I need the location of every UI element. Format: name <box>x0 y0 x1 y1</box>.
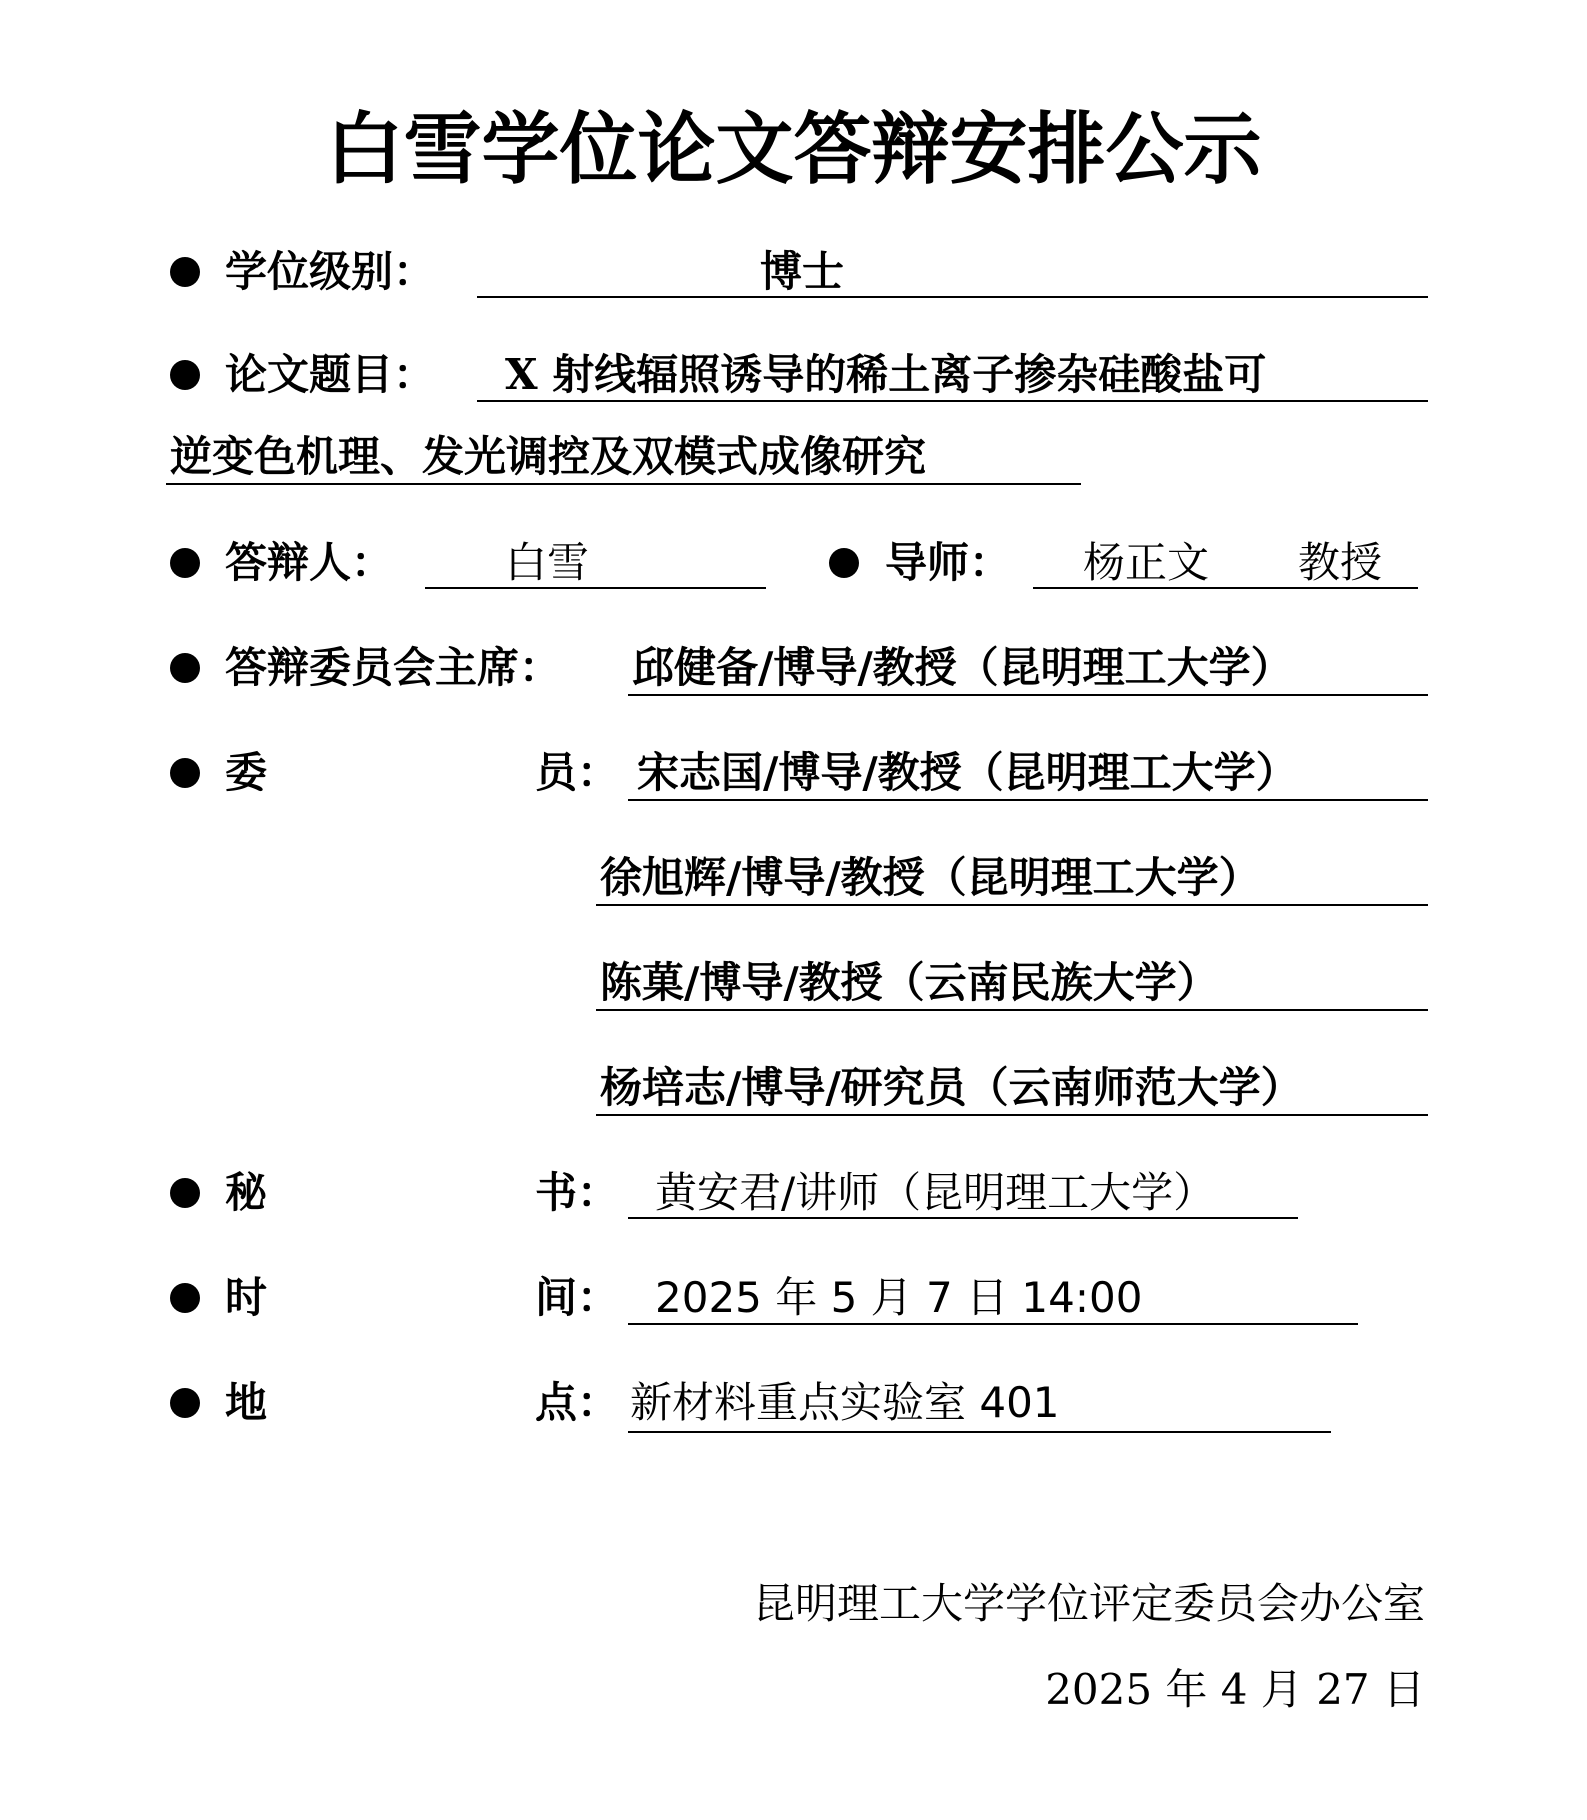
member-item: 陈菓/博导/教授（云南民族大学） <box>600 958 1219 1007</box>
bullet-icon <box>170 548 200 578</box>
chair-underline <box>628 694 1428 696</box>
advisor-name: 杨正文 <box>1083 538 1210 587</box>
member-item: 宋志国/博导/教授（昆明理工大学） <box>637 748 1298 797</box>
degree-level-value: 博士 <box>760 247 845 296</box>
chair-value: 邱健备/博导/教授（昆明理工大学） <box>632 643 1293 692</box>
thesis-title-line2: 逆变色机理、发光调控及双模式成像研究 <box>170 432 927 481</box>
page-title: 白雪学位论文答辩安排公示 <box>325 105 1262 195</box>
member-underline <box>596 904 1428 906</box>
member-item: 杨培志/博导/研究员（云南师范大学） <box>600 1063 1303 1112</box>
secretary-value: 黄安君/讲师（昆明理工大学） <box>655 1168 1216 1217</box>
secretary-label-b: 书： <box>535 1168 620 1217</box>
member-underline <box>596 1009 1428 1011</box>
advisor-underline <box>1033 587 1418 589</box>
member-underline <box>596 1114 1428 1116</box>
bullet-icon <box>170 1178 200 1208</box>
bullet-icon <box>170 1388 200 1418</box>
defendant-underline <box>425 587 766 589</box>
member-item: 徐旭辉/博导/教授（昆明理工大学） <box>600 853 1261 902</box>
location-value: 新材料重点实验室 401 <box>630 1378 1060 1427</box>
bullet-icon <box>170 758 200 788</box>
thesis-title-underline-2 <box>166 483 1081 485</box>
bullet-icon <box>170 653 200 683</box>
time-underline <box>628 1323 1358 1325</box>
thesis-title-label: 论文题目： <box>225 350 436 399</box>
advisor-label: 导师： <box>885 538 1012 587</box>
bullet-icon <box>829 548 859 578</box>
advisor-title: 教授 <box>1298 538 1383 587</box>
location-label-a: 地 <box>225 1378 268 1427</box>
members-label-b: 员： <box>535 748 620 797</box>
time-label-a: 时 <box>225 1273 268 1322</box>
issuer: 昆明理工大学学位评定委员会办公室 <box>752 1579 1425 1628</box>
location-underline <box>628 1431 1331 1433</box>
bullet-icon <box>170 360 200 390</box>
degree-level-underline <box>477 296 1428 298</box>
thesis-title-underline-1 <box>477 400 1428 402</box>
time-label-b: 间： <box>535 1273 620 1322</box>
chair-label: 答辩委员会主席： <box>225 643 562 692</box>
location-label-b: 点： <box>535 1378 620 1427</box>
members-label-a: 委 <box>225 748 268 797</box>
member-underline <box>628 799 1428 801</box>
bullet-icon <box>170 1283 200 1313</box>
secretary-label-a: 秘 <box>225 1168 268 1217</box>
thesis-title-line1: X 射线辐照诱导的稀土离子掺杂硅酸盐可 <box>505 350 1267 399</box>
defendant-label: 答辩人： <box>225 538 394 587</box>
issue-date: 2025 年 4 月 27 日 <box>1045 1665 1425 1714</box>
degree-level-label: 学位级别： <box>225 247 436 296</box>
bullet-icon <box>170 257 200 287</box>
defendant-value: 白雪 <box>505 538 590 587</box>
secretary-underline <box>628 1217 1298 1219</box>
time-value: 2025 年 5 月 7 日 14:00 <box>655 1273 1143 1322</box>
